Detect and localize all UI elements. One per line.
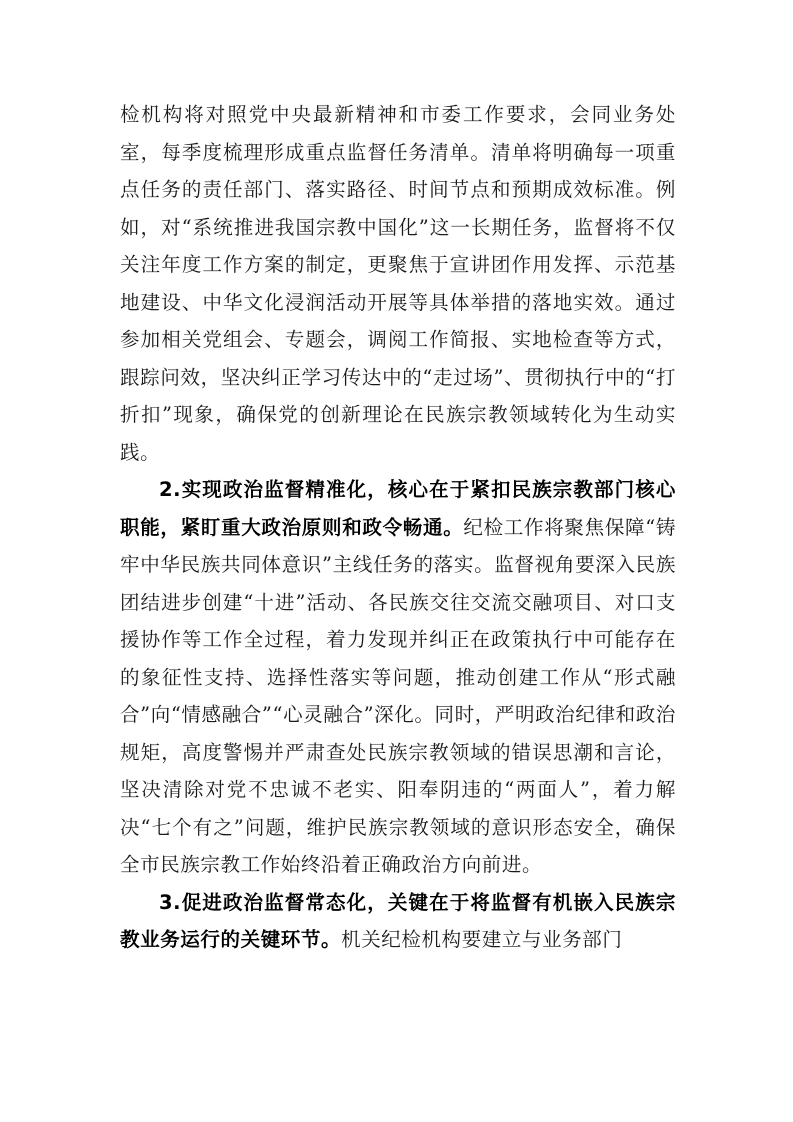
paragraph-text: 检机构将对照党中央最新精神和市委工作要求，会同业务处室，每季度梳理形成重点监督任务清单。清单将明确每一项重点任务的责任部门、落实路径、时间节点和预期成效标准。例如，对“系统推进我国宗教中国化”这一长期任务，监督将不仅关注年度工作方案的制定，更聚焦于宣讲团作用发挥、示范基地建设、中华文化浸润活动开展等具体举措的落地实效。通过参加相关党组会、专题会，调阅工作简报、实地检查等方式，跟踪问效，坚决纠正学习传达中的“走过场”、贯彻执行中的“打折扣”现象，确保党的创新理论在民族宗教领域转化为生动实践。 [120, 103, 676, 464]
paragraph-text: 机关纪检机构要建立与业务部门 [341, 928, 623, 951]
paragraph-lead-sentence: 3.促进政治监督常态化，关键在于将监督有机嵌入民族宗教业务运行的关键环节。 [120, 890, 676, 951]
paragraph-text: 纪检工作将聚焦保障“铸牢中华民族共同体意识”主线任务的落实。监督视角要深入民族团结进步创建“十进”活动、各民族交往交流交融项目、对口支援协作等工作全过程，着力发现并纠正在政策执行中可能存在的象征性支持、选择性落实等问题，推动创建工作从“形式融合”向“情感融合”“心灵融合”深化。同时，严明政治纪律和政治规矩，高度警惕并严肃查处民族宗教领域的错误思潮和言论，坚决清除对党不忠诚不老实、阳奉阴违的“两面人”，着力解决“七个有之”问题，维护民族宗教领域的意识形态安全，确保全市民族宗教工作始终沿着正确政治方向前进。 [120, 515, 676, 876]
paragraph-lead-sentence: 2.实现政治监督精准化，核心在于紧扣民族宗教部门核心职能，紧盯重大政治原则和政令畅通。 [120, 478, 676, 539]
paragraph-point-3 [120, 884, 676, 959]
paragraph-point-2 [120, 471, 676, 884]
paragraph-continuation [120, 96, 676, 471]
document-body [120, 96, 676, 959]
